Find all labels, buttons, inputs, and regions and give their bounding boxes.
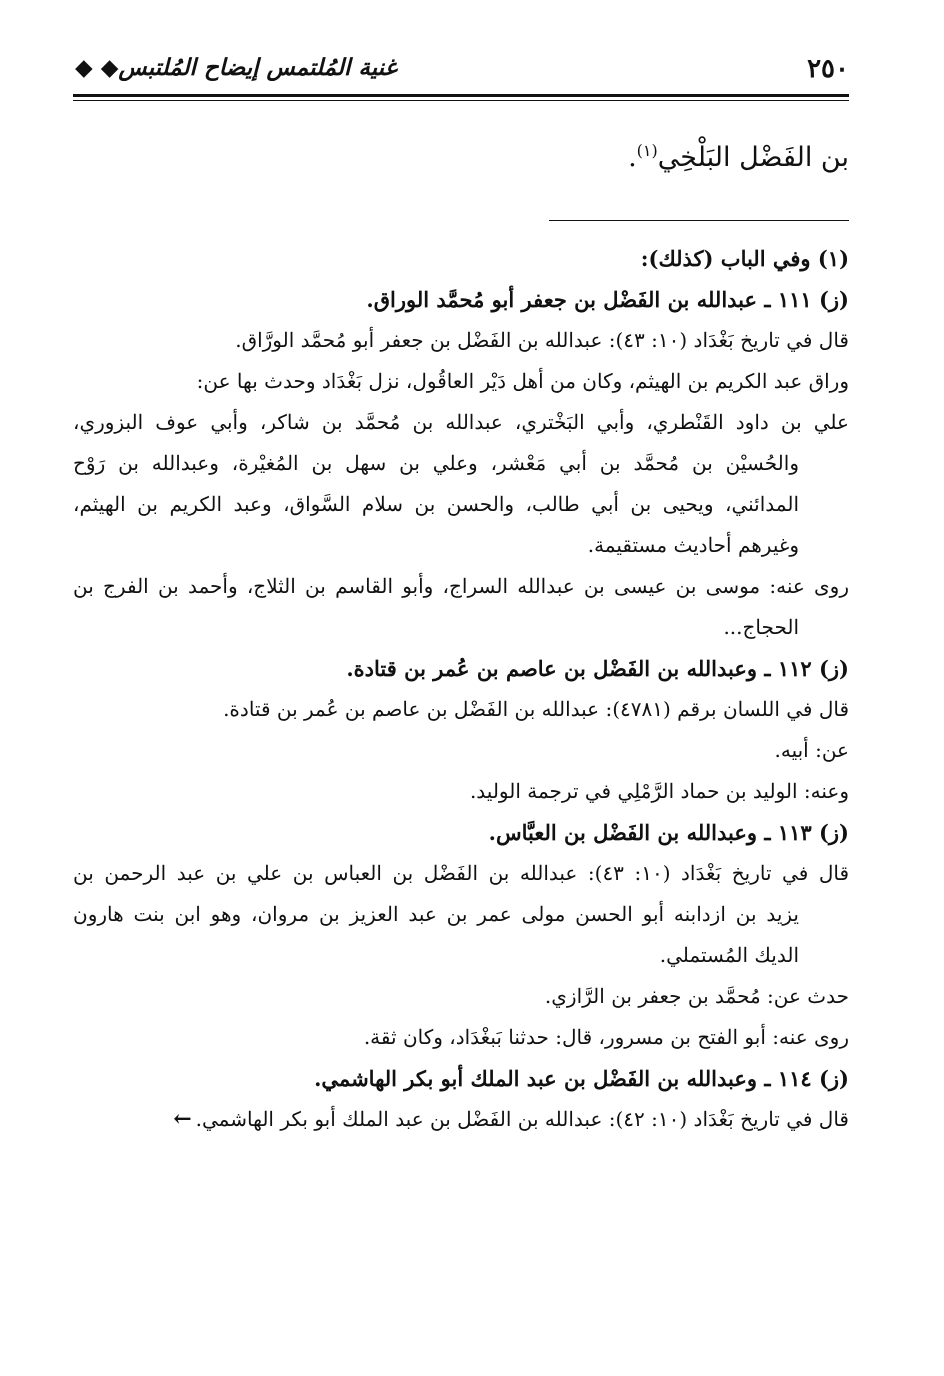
entry-113-source-1: قال في تاريخ بَغْدَاد (١٠: ٤٣): عبدالله بن الفَضْل بن العباس بن علي بن عبد الرحمن بن bbox=[73, 861, 849, 885]
entry-111-students-2: الحجاج... bbox=[723, 615, 799, 639]
entry-114-source-text: قال في تاريخ بَغْدَاد (١٠: ٤٢): عبدالله بن الفَضْل بن عبد الملك أبو بكر الهاشمي. bbox=[195, 1107, 849, 1131]
entry-111-title: (ز) ١١١ ـ عبدالله بن الفَضْل بن جعفر أبو مُحمَّد الوراق. bbox=[366, 287, 849, 312]
entry-112-from: عن: أبيه. bbox=[774, 738, 849, 762]
page-number: ٢٥٠ bbox=[807, 54, 849, 84]
footnote-reference: (١) bbox=[636, 141, 658, 160]
entry-111-bio: وراق عبد الكريم بن الهيثم، وكان من أهل دَيْر العاقُول، نزل بَغْدَاد وحدث بها عن: bbox=[196, 369, 849, 393]
header-rule-thick bbox=[73, 94, 849, 97]
footnote-separator bbox=[549, 220, 849, 221]
entry-113-source-2: يزيد بن ازدابنه أبو الحسن مولى عمر بن عبد العزيز بن مروان، وهو ابن بنت هارون bbox=[73, 902, 799, 926]
entry-111-teachers-3: المدائني، ويحيى بن أبي طالب، والحسن بن سلام السَّواق، وعبد الكريم بن الهيثم، bbox=[73, 492, 799, 516]
main-text-end: . bbox=[628, 142, 637, 173]
entry-112-students: وعنه: الوليد بن حماد الرَّمْلِي في ترجمة الوليد. bbox=[469, 779, 849, 803]
entry-111-students-1: روى عنه: موسى بن عيسى بن عبدالله السراج، وأبو القاسم بن الثلاج، وأحمد بن الفرج بن bbox=[73, 574, 849, 598]
entry-113-title: (ز) ١١٣ ـ وعبدالله بن الفَضْل بن العبَّاس. bbox=[488, 820, 849, 845]
page-header bbox=[75, 48, 849, 94]
main-text bbox=[89, 128, 849, 181]
entry-111-source: قال في تاريخ بَغْدَاد (١٠: ٤٣): عبدالله بن الفَضْل بن جعفر أبو مُحمَّد الورَّاق. bbox=[235, 328, 849, 352]
entry-111-teachers-4: وغيرهم أحاديث مستقيمة. bbox=[587, 533, 799, 557]
entry-113-source-3: الديك المُستملي. bbox=[659, 943, 799, 967]
header-rule-thin bbox=[73, 100, 849, 101]
running-title: غنية المُلتمس إيضاح المُلتبس◆ ◆ bbox=[75, 54, 397, 81]
continue-arrow-icon: ← bbox=[173, 1106, 192, 1132]
entry-111-teachers-2: والحُسيْن بن مُحمَّد بن أبي مَعْشر، وعلي بن سهل بن المُغيْرة، وعبدالله بن رَوْح bbox=[73, 451, 799, 475]
footnote-heading: (١) وفي الباب (كذلك): bbox=[640, 246, 849, 271]
entry-113-teachers: حدث عن: مُحمَّد بن جعفر بن الرَّازي. bbox=[544, 984, 849, 1008]
entry-112-source: قال في اللسان برقم (٤٧٨١): عبدالله بن الفَضْل بن عاصم بن عُمر بن قتادة. bbox=[223, 697, 849, 721]
main-text-line: بن الفَضْل البَلْخِي bbox=[657, 142, 849, 173]
entry-114-title: (ز) ١١٤ ـ وعبدالله بن الفَضْل بن عبد الملك أبو بكر الهاشمي. bbox=[314, 1066, 849, 1091]
entry-113-students: روى عنه: أبو الفتح بن مسرور، قال: حدثنا بَبغْدَاد، وكان ثقة. bbox=[363, 1025, 849, 1049]
entry-112-title: (ز) ١١٢ ـ وعبدالله بن الفَضْل بن عاصم بن عُمر بن قتادة. bbox=[346, 656, 849, 681]
entry-114-source bbox=[73, 1099, 849, 1140]
footnotes-section bbox=[73, 238, 849, 1140]
entry-111-teachers-1: علي بن داود القَنْطري، وأبي البَخْتري، عبدالله بن مُحمَّد بن شاكر، وأبي عوف البزوري، bbox=[73, 410, 849, 434]
